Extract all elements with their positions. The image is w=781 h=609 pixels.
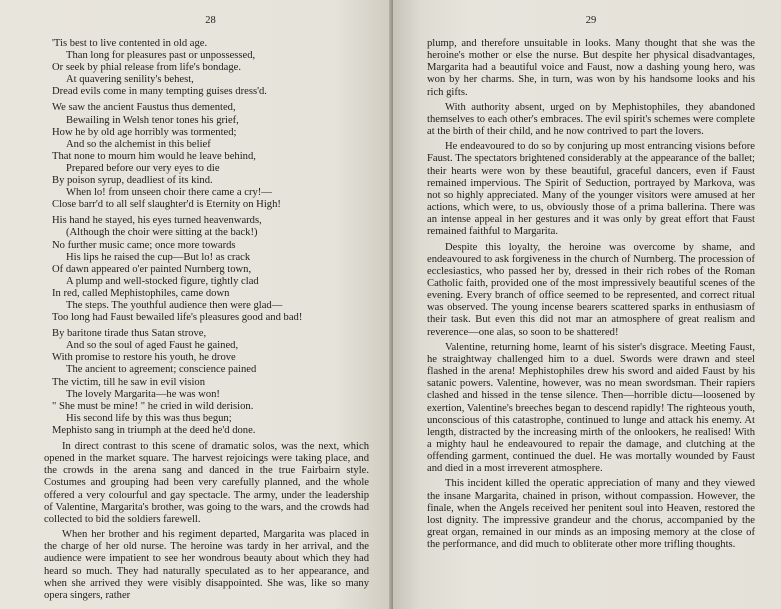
verse-line: When lo! from unseen choir there came a cry!—: [66, 187, 272, 199]
verse-line: (Although the choir were sitting at the back!): [66, 227, 258, 239]
paragraph: Despite this loyalty, the heroine was overcome by shame, and endeavoured to ask forgiveness in the church of Nurnberg. The procession of ecclesiastics, who passed her by, dressed in their rich robes of the Roman Catholic faith, provided one of the most impressively beautiful scenes of the evening. Every branch of office seemed to be represented, and correct ritual was observed. The young incense bearers scattered sparks in enthusiasm of their task. But even this did not mar an atmosphere of great realism and reverence—one alas, so soon to be shattered!: [427, 241, 755, 338]
verse-line: His second life by this was thus begun;: [66, 412, 232, 424]
paragraph: He endeavoured to do so by conjuring up most entrancing visions before Faust. The spectators brightened considerably at the appearance of the ballet; their hearts were won by these beautiful, graceful dancers, even if Faust remained impervious. The Spirit of Seduction, portrayed by Markova, was not so highly appreciated. Many of the younger visitors were amused at her actions, which were, to us, obviously those of a prima ballerina. There was an intense appeal in her gestures and it was only by great effort that Faust remained faithful to Margarita.: [427, 141, 755, 238]
verse-line: No further music came; once more towards: [52, 239, 236, 251]
verse-line: Of dawn appeared o'er painted Nurnberg town,: [52, 263, 252, 275]
verse-line: Or seek by phial release from life's bondage.: [52, 62, 241, 74]
stanza: [52, 38, 369, 98]
verse-line: His hand he stayed, his eyes turned heavenwards,: [52, 215, 262, 227]
paragraph: This incident killed the operatic appreciation of many and they viewed the insane Margarita, chained in prison, without compassion. However, the finale, when the Angels received her penitent soul into Heaven, restored the lost dignity. The impressive grandeur and the chorus, accompanied by the great organ, remained in our minds as an imposing memory at the close of the performance, and did much to obliterate other more trifling thoughts.: [427, 478, 755, 551]
verse-line: The steps. The youthful audience then were glad—: [66, 299, 283, 311]
verse-line: Prepared before our very eyes to die: [66, 162, 220, 174]
paragraph: In direct contrast to this scene of dramatic solos, was the next, which opened in the market square. The harvest rejoicings were taking place, and the crowds in the arena sang and danced in the true Fairbairn style. Costumes and grouping had been very carefully planned, and the whole offered a very colourful and gay spectacle. The army, under the leadership of Valentine, Margarita's brother, was going to the wars, and the crowds had collected to bid the soldiers farewell.: [44, 441, 369, 525]
right-page: [393, 0, 781, 609]
verse-line: At quavering senility's behest,: [66, 74, 194, 86]
verse-line: In red, called Mephistophiles, came down: [52, 287, 230, 299]
paragraph: plump, and therefore unsuitable in looks. Many thought that she was the heroine's mother or else the nurse. But despite her physical disadvantages, Margarita had a beautiful voice and Faust, now a dashing young hero, was won by her charms. She, in turn, was won by his handsome looks and his rich gifts.: [427, 38, 755, 98]
verse-line: Bewailing in Welsh tenor tones his grief,: [66, 114, 239, 126]
stanza: [52, 328, 369, 437]
verse-line: The victim, till he saw in evil vision: [52, 376, 205, 388]
verse-line: That none to mourn him would he leave behind,: [52, 150, 256, 162]
verse-line: 'Tis best to live contented in old age.: [52, 38, 208, 49]
verse-line: We saw the ancient Faustus thus demented,: [52, 102, 236, 114]
verse-line: And so the alchemist in this belief: [66, 138, 211, 150]
verse-line: How he by old age horribly was tormented;: [52, 126, 237, 138]
verse-line: Close barr'd to all self slaughter'd is Eternity on High!: [52, 199, 281, 211]
verse-line: Than long for pleasures past or unpossessed,: [66, 50, 256, 62]
verse-line: And so the soul of aged Faust he gained,: [66, 340, 239, 352]
left-prose: [44, 441, 369, 602]
verse-line: " She must be mine! " he cried in wild derision.: [52, 400, 254, 412]
verse-line: The lovely Margarita—he was won!: [66, 388, 220, 400]
verse-line: Too long had Faust bewailed life's pleasures good and bad!: [52, 312, 303, 324]
verse-line: With promise to restore his youth, he drove: [52, 352, 236, 364]
verse-line: Mephisto sang in triumph at the deed he'd done.: [52, 424, 256, 436]
stanza: [52, 215, 369, 324]
paragraph: With authority absent, urged on by Mephistophiles, they abandoned themselves to each other's embraces. The evil spirit's schemes were complete at the birth of their child, and he now contrived to part the lovers.: [427, 101, 755, 138]
right-prose: [427, 38, 755, 551]
poem: [52, 38, 369, 437]
verse-line: By poison syrup, deadliest of its kind.: [52, 175, 213, 187]
verse-line: A plump and well-stocked figure, tightly clad: [66, 275, 259, 287]
verse-line: His lips he raised the cup—But lo! as crack: [66, 251, 251, 263]
page-number-left: 28: [205, 15, 216, 26]
verse-line: Dread evils come in many tempting guises dress'd.: [52, 86, 267, 98]
page-number-right: 29: [585, 15, 597, 26]
verse-line: The ancient to agreement; conscience pained: [66, 364, 257, 376]
paragraph: When her brother and his regiment departed, Margarita was placed in the charge of her old nurse. The heroine was tardy in her arrival, and the audience were impatient to see her wondrous beauty about which they had heard so much. They had naturally speculated as to her appearance, and when she arrived they were visibly disappointed. She was, like so many opera singers, rather: [44, 529, 369, 601]
paragraph: Valentine, returning home, learnt of his sister's disgrace. Meeting Faust, he straightway challenged him to a duel. Swords were drawn and steel flashed in the arena! Mephistophiles drew his sword and aided Faust by his satanic powers. Valentine, however, was no mean swordsman. Their rapiers clashed and hissed in the tense silence. Then—horrible dictu—loosened by exertion, Valentine's breeches began to descend rapidly! The righteous youth, unconscious of this catastrophe, continued to lunge and attack his enemy. At length, distracted by the increasing mirth of the onlookers, he realised! With a mighty haul he endeavoured to repair the damage, and clutching at the offending garment, continued the duel. He was mortally wounded by Faust and died in a most irreverent atmosphere.: [427, 341, 755, 475]
verse-line: By baritone tirade thus Satan strove,: [52, 328, 207, 340]
stanza: [52, 102, 369, 211]
